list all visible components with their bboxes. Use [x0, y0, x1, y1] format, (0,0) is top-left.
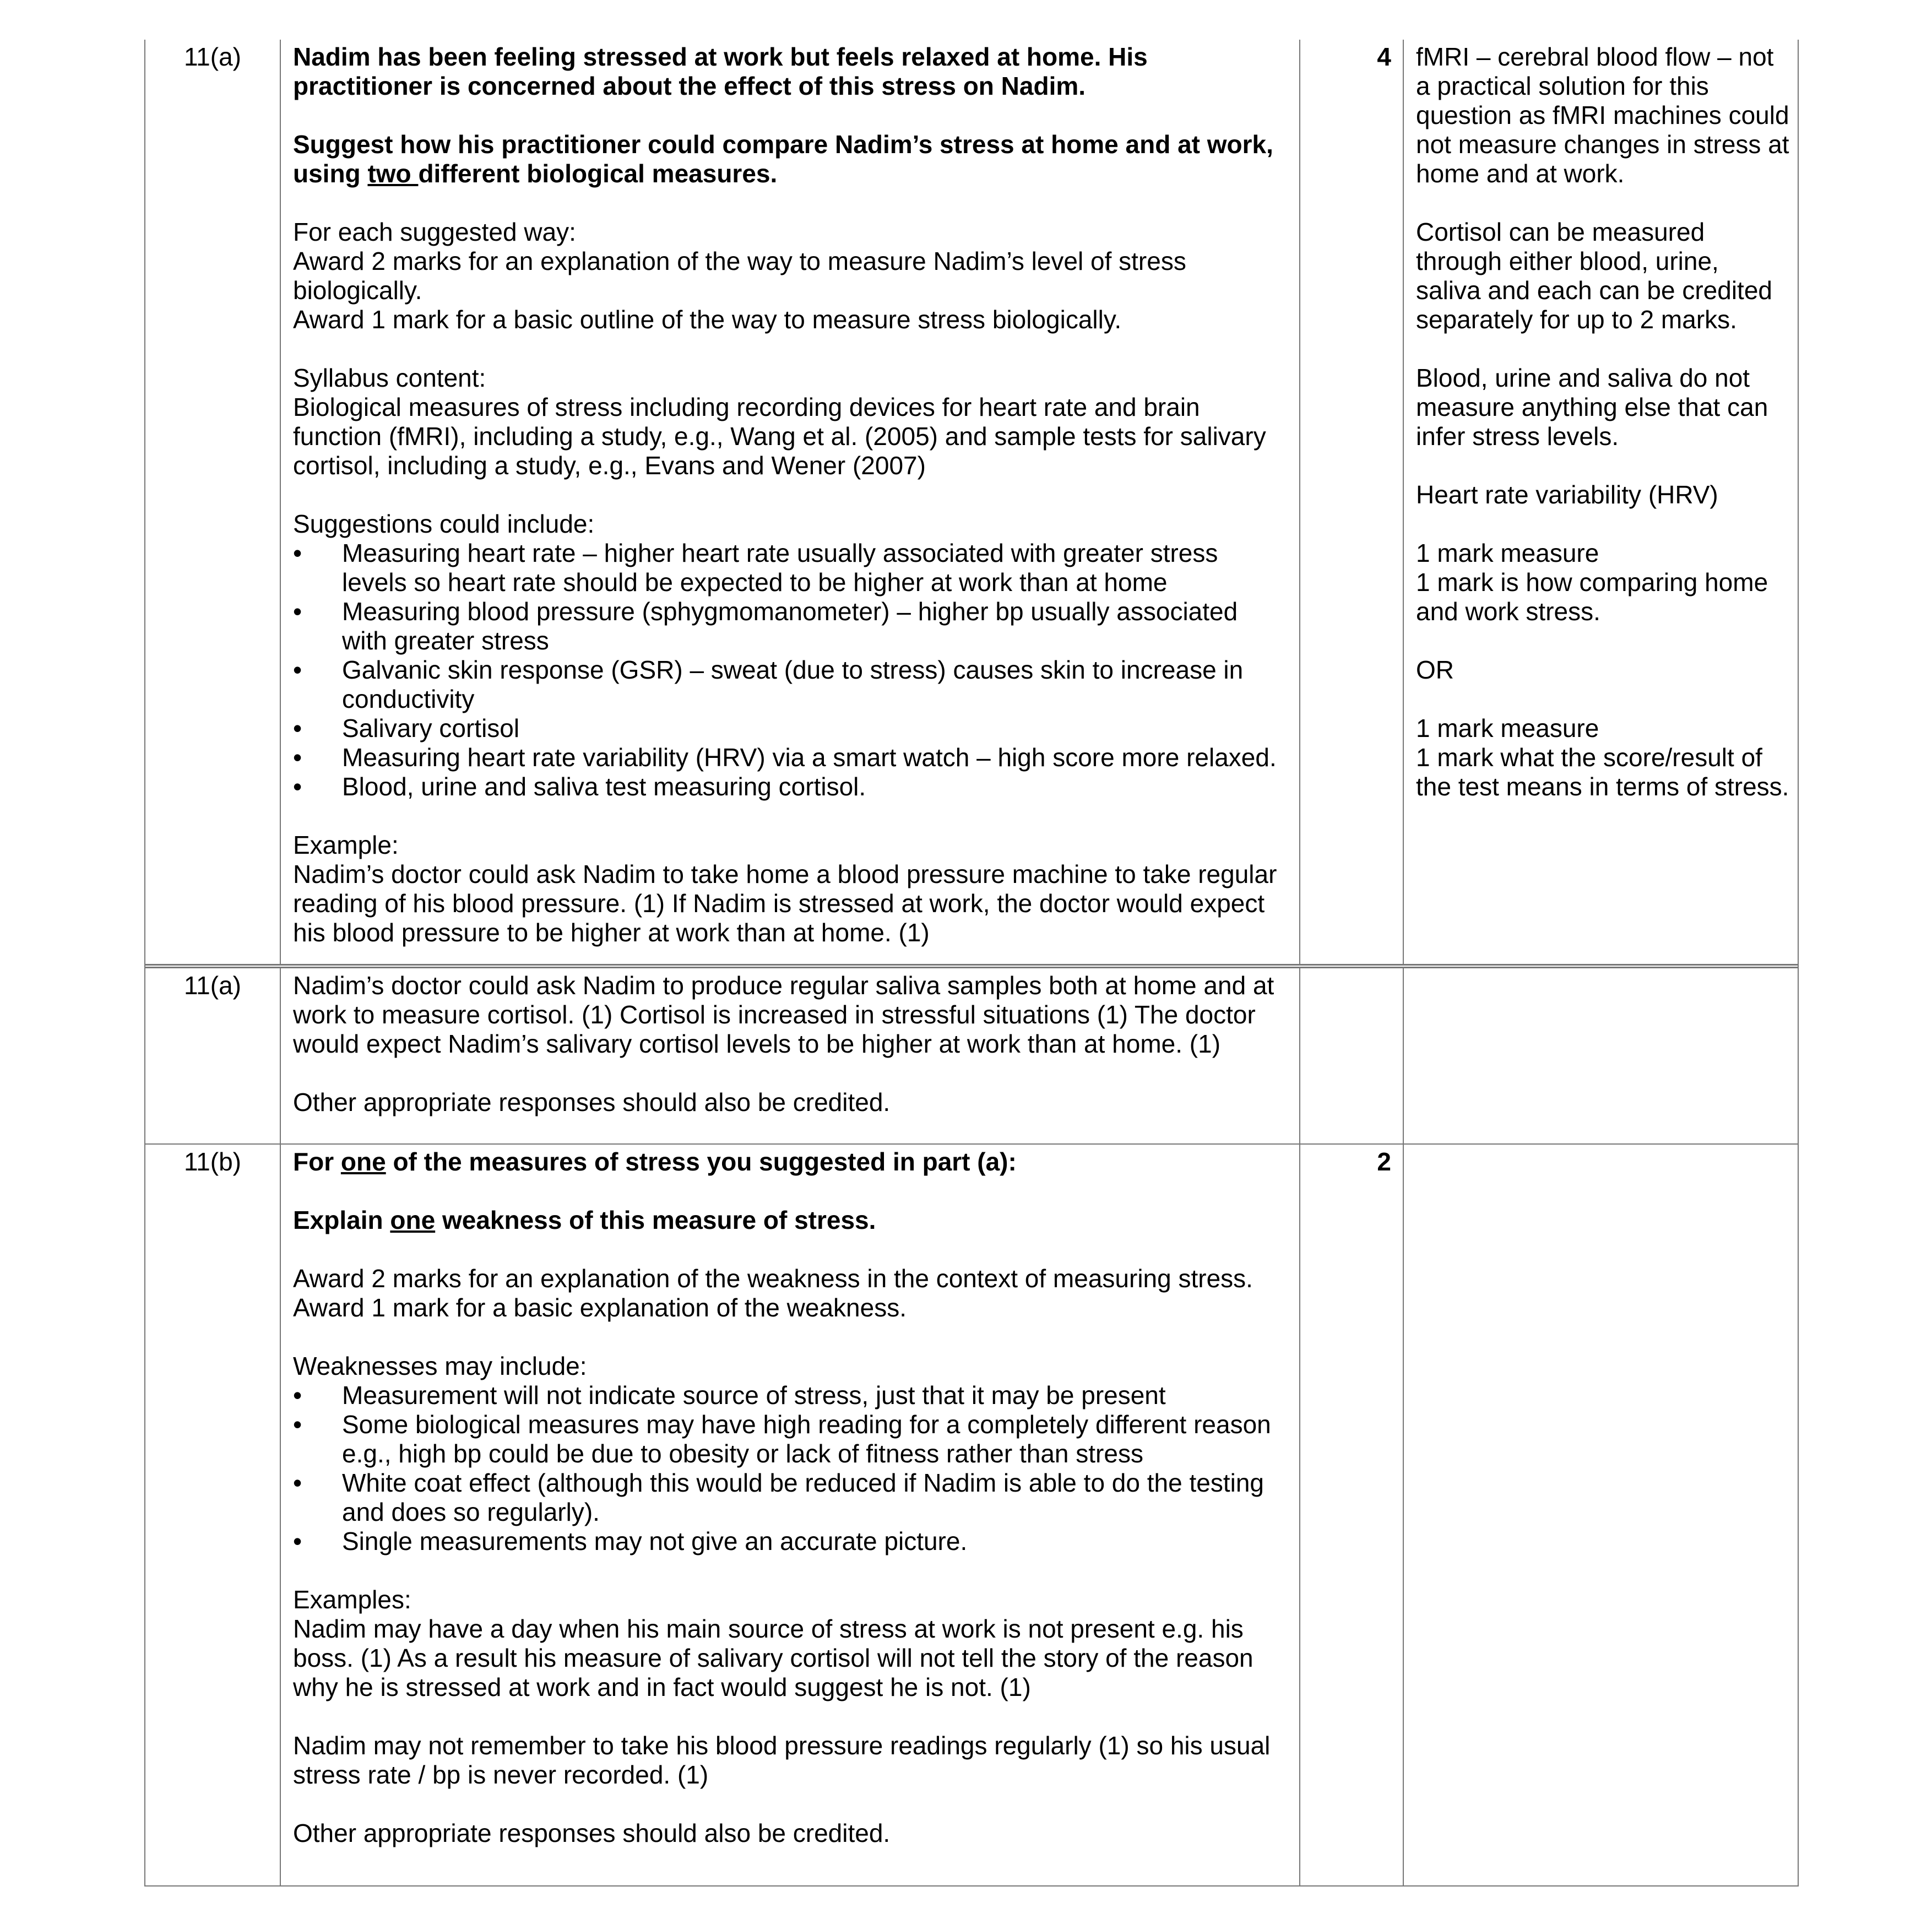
- marking-criteria: Award 2 marks for an explanation of the weakness in the context of measuring stress. Award 1 mark for a basic explanation of the weakness.: [293, 1264, 1253, 1322]
- guidance-note: 1 mark measure 1 mark what the score/result of the test means in terms of stress.: [1416, 714, 1789, 801]
- table-row: [145, 964, 1798, 1143]
- guidance-cell: [1404, 968, 1798, 1143]
- list-item: • Measuring blood pressure (sphygmomanometer) – higher bp usually associated with greater stress: [293, 597, 1288, 655]
- list-item: • Galvanic skin response (GSR) – sweat (due to stress) causes skin to increase in conductivity: [293, 655, 1288, 714]
- list-item: • Salivary cortisol: [293, 714, 1288, 743]
- example: Example: Nadim’s doctor could ask Nadim to take home a blood pressure machine to take regular reading of his blood pressure. (1) If Nadim is stressed at work, the doctor would expect his blood pressure to be higher at work than at home. (1): [293, 831, 1277, 947]
- question-prompt: For one of the measures of stress you suggested in part (a):: [293, 1147, 1017, 1176]
- marks-value: [1300, 968, 1404, 1143]
- weaknesses-heading: Weaknesses may include:: [293, 1352, 587, 1380]
- list-item: • White coat effect (although this would be reduced if Nadim is able to do the testing and does so regularly).: [293, 1468, 1288, 1527]
- guidance-note: Blood, urine and saliva do not measure anything else that can infer stress levels.: [1416, 364, 1768, 451]
- table-row: [145, 1143, 1798, 1885]
- mark-scheme-table: [144, 40, 1799, 1887]
- other-responses-note: Other appropriate responses should also be credited.: [293, 1819, 891, 1847]
- list-item: • Single measurements may not give an accurate picture.: [293, 1527, 1288, 1556]
- guidance-note: 1 mark measure 1 mark is how comparing home and work stress.: [1416, 539, 1768, 626]
- list-item: • Measurement will not indicate source of stress, just that it may be present: [293, 1381, 1288, 1410]
- example: Nadim’s doctor could ask Nadim to produce regular saliva samples both at home and at work to measure cortisol. (1) Cortisol is increased in stressful situations (1) The doctor would expect Nadim’s salivary cortisol levels to be higher at work than at home. (1): [293, 971, 1274, 1058]
- answer-cell: [281, 40, 1300, 964]
- list-item: • Some biological measures may have high reading for a completely different reason e.g., high bp could be due to obesity or lack of fitness rather than stress: [293, 1410, 1288, 1468]
- answer-cell: [281, 968, 1300, 1143]
- question-instruction: Explain one weakness of this measure of stress.: [293, 1206, 876, 1234]
- list-item: • Blood, urine and saliva test measuring cortisol.: [293, 772, 1288, 801]
- marking-criteria: For each suggested way: Award 2 marks for an explanation of the way to measure Nadim’s level of stress biologically. Award 1 mark for a basic outline of the way to measure stress biologically.: [293, 218, 1186, 334]
- guidance-note: fMRI – cerebral blood flow – not a practical solution for this question as fMRI machines could not measure changes in stress at home and at work.: [1416, 42, 1789, 188]
- marks-value: 4: [1300, 40, 1404, 964]
- other-responses-note: Other appropriate responses should also be credited.: [293, 1088, 891, 1116]
- example: Examples: Nadim may have a day when his main source of stress at work is not present e.g. his boss. (1) As a result his measure of salivary cortisol will not tell the story of the reason why he is stressed at work and in fact would suggest he is not. (1): [293, 1585, 1253, 1701]
- question-instruction: Suggest how his practitioner could compare Nadim’s stress at home and at work, using two different biological measures.: [293, 130, 1273, 188]
- syllabus-content: Syllabus content: Biological measures of stress including recording devices for heart rate and brain function (fMRI), including a study, e.g., Wang et al. (2005) and sample tests for salivary cortisol, including a study, e.g., Evans and Wener (2007): [293, 364, 1266, 480]
- answer-cell: [281, 1145, 1300, 1885]
- table-row: [145, 40, 1798, 964]
- guidance-note: OR: [1416, 655, 1454, 684]
- marks-value: 2: [1300, 1145, 1404, 1885]
- question-prompt: Nadim has been feeling stressed at work but feels relaxed at home. His practitioner is concerned about the effect of this stress on Nadim.: [293, 42, 1148, 100]
- weaknesses-list: [293, 1381, 1288, 1556]
- question-number: 11(a): [145, 968, 281, 1143]
- question-number: 11(b): [145, 1145, 281, 1885]
- guidance-cell: [1404, 1145, 1798, 1885]
- list-item: • Measuring heart rate variability (HRV) via a smart watch – high score more relaxed.: [293, 743, 1288, 772]
- question-number: 11(a): [145, 40, 281, 964]
- suggestions-list: [293, 539, 1288, 801]
- guidance-note: Cortisol can be measured through either blood, urine, saliva and each can be credited separately for up to 2 marks.: [1416, 218, 1772, 334]
- suggestions-heading: Suggestions could include:: [293, 509, 595, 538]
- list-item: • Measuring heart rate – higher heart rate usually associated with greater stress levels so heart rate should be expected to be higher at work than at home: [293, 539, 1288, 597]
- guidance-note: Heart rate variability (HRV): [1416, 480, 1718, 509]
- example: Nadim may not remember to take his blood pressure readings regularly (1) so his usual stress rate / bp is never recorded. (1): [293, 1731, 1271, 1789]
- guidance-cell: [1404, 40, 1798, 964]
